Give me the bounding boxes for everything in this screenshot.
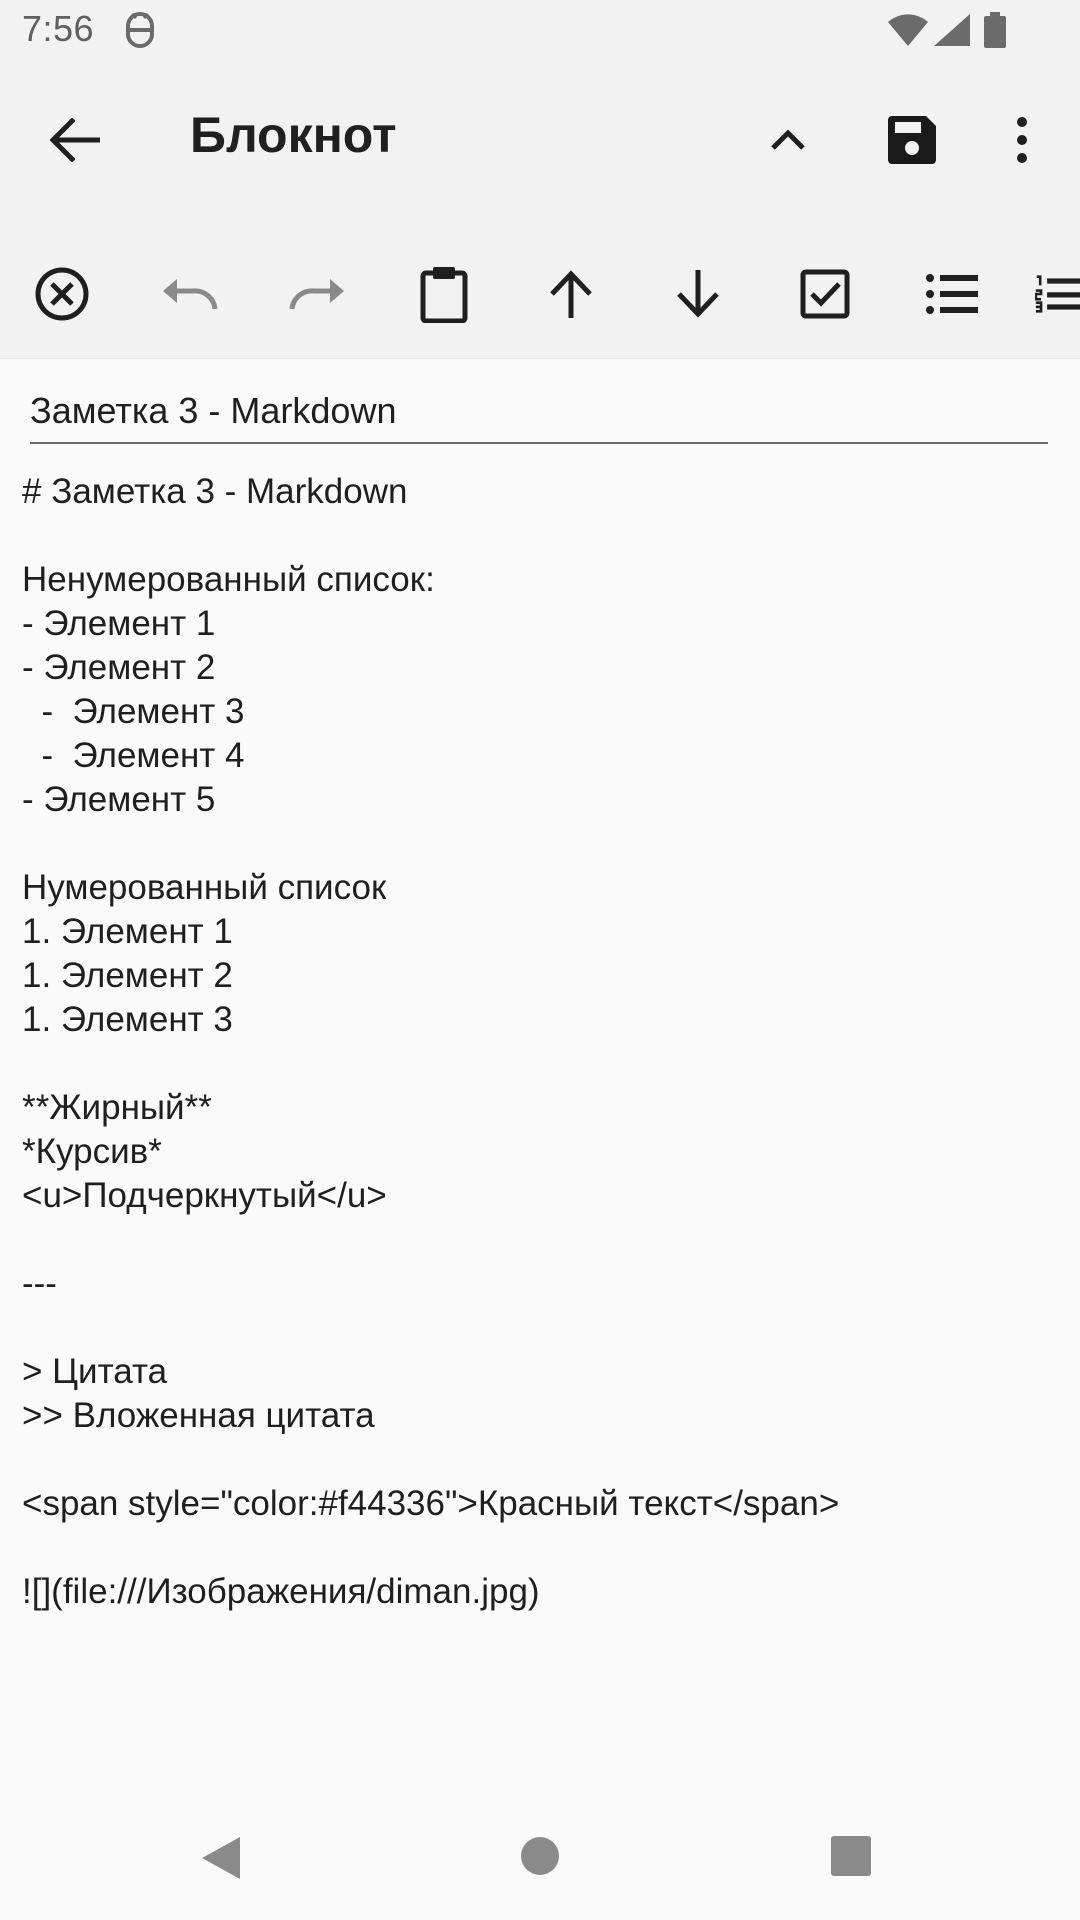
nav-back-button[interactable] <box>200 1835 244 1886</box>
nav-recents-button[interactable] <box>831 1836 871 1881</box>
undo-icon <box>161 277 219 311</box>
nav-home-button[interactable] <box>520 1836 560 1881</box>
more-vert-icon <box>1015 116 1029 164</box>
checkbox-button[interactable] <box>781 250 869 338</box>
save-icon <box>886 114 938 166</box>
wifi-icon <box>888 14 928 51</box>
system-nav-bar <box>0 1780 1080 1920</box>
cell-signal-icon <box>934 14 970 51</box>
bulleted-list-icon <box>926 273 978 315</box>
collapse-toolbar-button[interactable] <box>750 102 826 178</box>
numbered-list-button[interactable] <box>1035 250 1080 338</box>
close-circle-icon <box>34 266 90 322</box>
page-title: Блокнот <box>190 107 397 163</box>
clear-button[interactable] <box>18 250 106 338</box>
android-debug-icon <box>124 12 156 53</box>
redo-icon <box>288 277 346 311</box>
clipboard-icon <box>420 265 468 323</box>
note-body-editor[interactable]: # Заметка 3 - Markdown Ненумерованный список: - Элемент 1 - Элемент 2 - Элемент 3 - Элемент 4 - Элемент 5 Нумерованный список 1. Элемент 1 1. Элемент 2 1. Элемент 3 **Жирный** *Курсив* <u>Подчеркнутый</u> --- > Цитата >> Вложенная цитата <span style="color:#f44336">Красный текст</span> ![](file:///Изображения/diman.jpg) <box>22 472 840 1611</box>
paste-button[interactable] <box>400 250 488 338</box>
nav-recents-icon <box>831 1836 871 1876</box>
redo-button[interactable] <box>273 250 361 338</box>
bulleted-list-button[interactable] <box>908 250 996 338</box>
nav-back-icon <box>200 1835 244 1881</box>
chevron-up-icon <box>770 128 806 152</box>
back-button[interactable] <box>36 102 112 178</box>
arrow-down-icon <box>675 270 721 318</box>
undo-button[interactable] <box>146 250 234 338</box>
formatting-toolbar <box>0 230 1080 359</box>
move-up-button[interactable] <box>527 250 615 338</box>
arrow-up-icon <box>548 270 594 318</box>
more-options-button[interactable] <box>1002 102 1042 178</box>
note-title-field[interactable] <box>30 380 1048 444</box>
move-down-button[interactable] <box>654 250 742 338</box>
status-bar <box>0 0 1080 62</box>
checkbox-icon <box>800 269 850 319</box>
battery-icon <box>984 12 1006 53</box>
status-time: 7:56 <box>22 8 95 49</box>
nav-home-icon <box>520 1836 560 1876</box>
arrow-back-icon <box>48 118 100 162</box>
save-button[interactable] <box>872 100 952 180</box>
numbered-list-icon <box>1035 272 1080 316</box>
